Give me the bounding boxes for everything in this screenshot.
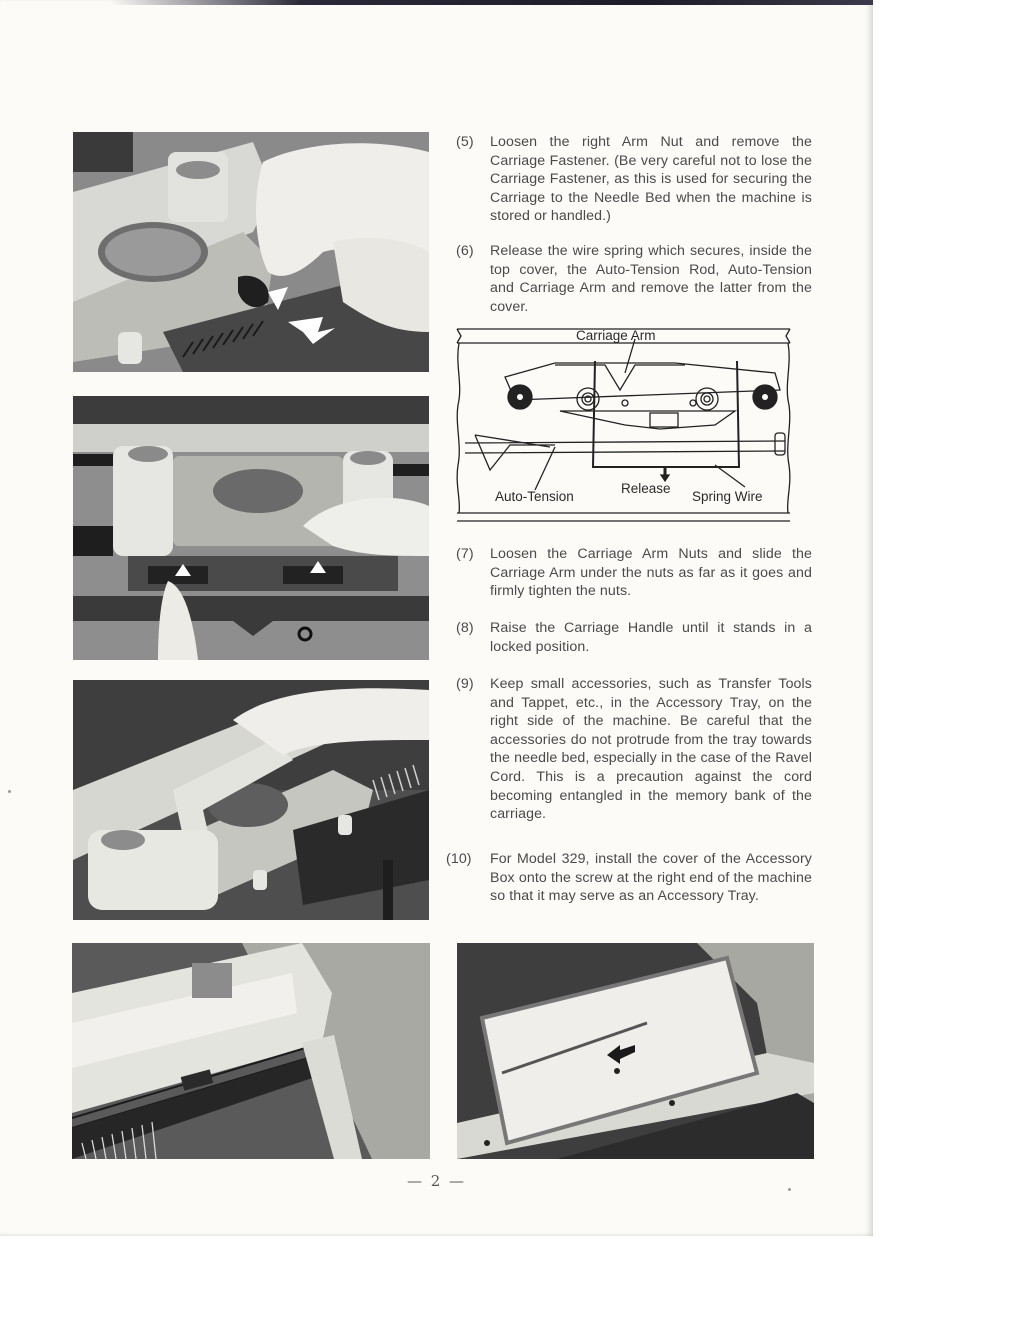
- step-number: (7): [456, 546, 474, 562]
- step-5: [456, 133, 812, 226]
- photo-step8: [73, 680, 429, 920]
- step-6: [456, 242, 812, 316]
- label-carriage-arm: Carriage Arm: [576, 328, 656, 343]
- page-number: — 2 —: [406, 1172, 467, 1190]
- step-number: (8): [456, 620, 474, 636]
- step-text: Raise the Carriage Handle until it stands in a locked position.: [490, 620, 812, 655]
- step-number: (6): [456, 243, 474, 259]
- photo-step5: [73, 132, 429, 372]
- step-7: [456, 545, 812, 601]
- label-auto-tension: Auto-Tension: [495, 489, 574, 504]
- photo-step7: [73, 396, 429, 660]
- label-release: Release: [621, 481, 671, 496]
- step-text: Loosen the right Arm Nut and remove the Carriage Fastener. (Be very careful not to lose the Carriage Fastener, as this is used for securing the Carriage to the Needle Bed when the machine is stored or handled.): [490, 134, 812, 225]
- scan-speck: [8, 790, 11, 793]
- photo-accessory-cover: [457, 943, 814, 1159]
- step-number: (9): [456, 676, 474, 692]
- step-number: (5): [456, 134, 474, 150]
- photo-accessory-box: [72, 943, 430, 1159]
- page-top-shadow: [110, 0, 873, 5]
- step-10: [446, 850, 812, 906]
- step-text: Keep small accessories, such as Transfer Tools and Tappet, etc., in the Accessory Tray, on the right side of the machine. Be careful that the accessories do not protrude from the tray towards the needle bed, especially in the case of the Ravel Cord. This is a precaution against the cord becoming entangled in the memory bank of the carriage.: [490, 676, 812, 823]
- carriage-arm-diagram: [455, 325, 792, 525]
- step-9: [456, 675, 812, 824]
- step-text: Release the wire spring which secures, inside the top cover, the Auto-Tension Rod, Auto-Tension and Carriage Arm and remove the latter from the cover.: [490, 243, 812, 315]
- step-8: [456, 619, 812, 656]
- scan-speck: [788, 1188, 791, 1191]
- step-text: Loosen the Carriage Arm Nuts and slide the Carriage Arm under the nuts as far as it goes and firmly tighten the nuts.: [490, 546, 812, 600]
- step-text: For Model 329, install the cover of the Accessory Box onto the screw at the right end of the machine so that it may serve as an Accessory Tray.: [490, 851, 812, 905]
- step-number: (10): [446, 851, 472, 867]
- label-spring-wire: Spring Wire: [692, 489, 763, 504]
